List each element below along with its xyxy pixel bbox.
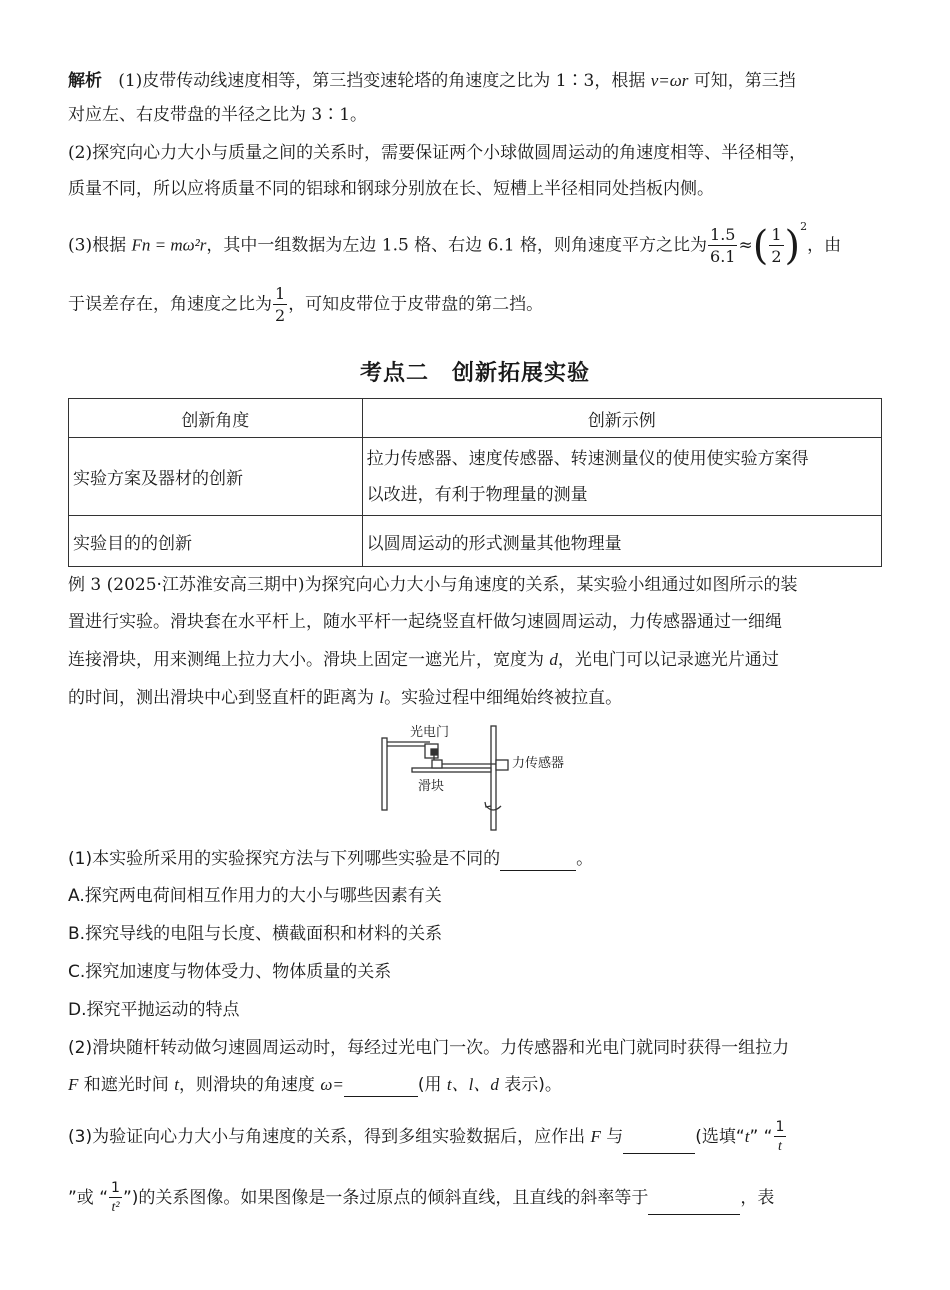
analysis-line-3: (2)探究向心力大小与质量之间的关系时，需要保证两个小球做圆周运动的角速度相等、半径相等， <box>68 143 807 163</box>
analysis-label: 解析 <box>68 71 102 91</box>
question-text: ，则滑块的角速度 <box>178 1075 321 1095</box>
innovation-table <box>68 398 882 567</box>
analysis-text: ，其中一组数据为左边 1.5 格、右边 6.1 格，则角速度平方之比为 <box>206 235 708 256</box>
example-text: 连接滑块，用来测绳上拉力大小。滑块上固定一遮光片，宽度为 <box>68 650 550 670</box>
table-cell-example <box>362 438 881 516</box>
example-line-2: 置进行实验。滑块套在水平杆上，随水平杆一起绕竖直杆做匀速圆周运动，力传感器通过一细绳 <box>68 612 782 632</box>
analysis-line-4: 质量不同，所以应将质量不同的铝球和钢球分别放在长、短槽上半径相同处挡板内侧。 <box>68 179 714 199</box>
example-line-4 <box>68 686 622 710</box>
table-cell-text: 以改进，有利于物理量的测量 <box>366 484 588 505</box>
apparatus-figure <box>372 722 582 834</box>
analysis-text: (1)皮带传动线速度相等，第三挡变速轮塔的角速度之比为 1∶3，根据 <box>118 71 651 91</box>
analysis-line-6 <box>68 286 543 324</box>
question-text: ”)的关系图像。如果图像是一条过原点的倾斜直线，且直线的斜率等于 <box>122 1188 649 1208</box>
variable-d: d <box>549 650 558 669</box>
question-text: ” “ <box>749 1127 773 1147</box>
option-d: D.探究平抛运动的特点 <box>68 1000 240 1020</box>
table-header: 创新示例 <box>362 399 881 438</box>
label-slider: 滑块 <box>418 779 445 794</box>
question-text: (3)为验证向心力大小与角速度的关系，得到多组实验数据后，应作出 <box>68 1127 591 1147</box>
table-row <box>69 516 882 567</box>
analysis-line-5: (3)根据 Fn = mω²r，其中一组数据为左边 1.5 格、右边 6.1 格，则角速度平方之比为 $\frac{1.5}{6.1}$ ≈( $\frac{1}{2}$ )$^2$，由 <box>68 219 842 269</box>
question-text: 。 <box>576 849 594 869</box>
table-header: 创新角度 <box>69 399 363 438</box>
variable-F: F <box>68 1075 79 1094</box>
option-c: C.探究加速度与物体受力、物体质量的关系 <box>68 962 392 982</box>
table-cell-angle: 实验方案及器材的创新 <box>69 438 363 516</box>
question-text: 与 <box>600 1127 624 1147</box>
fraction-one-half: $\frac{1}{2}$ <box>771 225 782 266</box>
formula-v-omega-r: v=ωr <box>650 71 689 90</box>
fraction-one-half: $\frac{1}{2}$ <box>275 284 286 325</box>
example-text: 为探究向心力大小与角速度的关系，某实验小组通过如图所示的装 <box>304 575 798 595</box>
analysis-text: ，可知皮带位于皮带盘的第二挡。 <box>288 294 544 315</box>
analysis-line-1 <box>68 69 796 93</box>
analysis-text: (3)根据 <box>68 235 132 256</box>
exponent-2: 2 <box>800 219 808 233</box>
approx-sign: ≈ <box>738 235 753 256</box>
variable-l: l <box>379 688 385 707</box>
example-lead: 例 3 (2025·江苏淮安高三期中) <box>68 575 305 595</box>
question-1 <box>68 847 593 871</box>
vertical-rod <box>491 726 496 830</box>
formula-centripetal: Fn = mω²r <box>131 235 207 255</box>
slider <box>432 760 442 768</box>
fraction-one-over-t-squared: $\frac{1}{\text{t²}}$ <box>111 1180 120 1215</box>
option-t: t <box>744 1127 750 1146</box>
label-force-sensor: 力传感器 <box>512 756 565 771</box>
question-3-line-1 <box>68 1120 787 1154</box>
example-text: 的时间，测出滑块中心到竖直杆的距离为 <box>68 688 380 708</box>
option-a: A.探究两电荷间相互作用力的大小与哪些因素有关 <box>68 886 442 906</box>
question-text: 和遮光时间 <box>78 1075 175 1095</box>
variable-t: t <box>174 1075 179 1094</box>
answer-blank-2[interactable] <box>344 1078 418 1097</box>
question-text: (用 <box>417 1075 447 1095</box>
answer-blank-1[interactable] <box>500 852 576 871</box>
left-stand <box>382 738 387 810</box>
horizontal-rod <box>412 768 491 772</box>
variable-F: F <box>590 1127 601 1146</box>
variables-t-l-d: t、l、d <box>446 1075 499 1094</box>
fraction-one-over-t: $\frac{1}{t}$ <box>775 1119 785 1154</box>
question-text: 表示)。 <box>498 1075 562 1095</box>
label-photogate: 光电门 <box>410 725 450 740</box>
analysis-text: 可知，第三挡 <box>688 71 796 91</box>
table-row <box>69 438 882 516</box>
example-line-3 <box>68 648 779 672</box>
table-cell-text: 拉力传感器、速度传感器、转速测量仪的使用使实验方案得 <box>366 448 809 469</box>
answer-blank-3[interactable] <box>623 1135 695 1154</box>
question-text: ，表 <box>740 1188 775 1208</box>
table-cell-example: 以圆周运动的形式测量其他物理量 <box>362 516 881 567</box>
question-text: (1)本实验所采用的实验探究方法与下列哪些实验是不同的 <box>68 849 501 869</box>
example-text: ，光电门可以记录遮光片通过 <box>557 650 779 670</box>
example-line-1 <box>68 573 798 597</box>
force-sensor <box>496 760 508 770</box>
fraction-1-5-over-6-1: $\frac{1.5}{6.1}$ <box>710 225 736 266</box>
example-text: 。实验过程中细绳始终被拉直。 <box>384 688 623 708</box>
question-2-line-1: (2)滑块随杆转动做匀速圆周运动时，每经过光电门一次。力传感器和光电门就同时获得一组拉力 <box>68 1038 790 1058</box>
table-header-row <box>69 399 882 438</box>
question-text: ”或 “ <box>68 1188 109 1208</box>
section-title: 考点二 创新拓展实验 <box>359 361 590 386</box>
table-cell-angle: 实验目的的创新 <box>69 516 363 567</box>
analysis-text: ，由 <box>807 235 842 256</box>
question-2-line-2 <box>68 1073 562 1097</box>
option-b: B.探究导线的电阻与长度、横截面积和材料的关系 <box>68 924 443 944</box>
question-3-line-2 <box>68 1181 774 1215</box>
variable-omega: ω= <box>320 1075 344 1094</box>
analysis-line-2: 对应左、右皮带盘的半径之比为 3∶1。 <box>68 105 368 125</box>
analysis-text: 于误差存在，角速度之比为 <box>68 294 272 315</box>
answer-blank-4[interactable] <box>648 1196 740 1215</box>
question-text: (选填“ <box>695 1127 745 1147</box>
